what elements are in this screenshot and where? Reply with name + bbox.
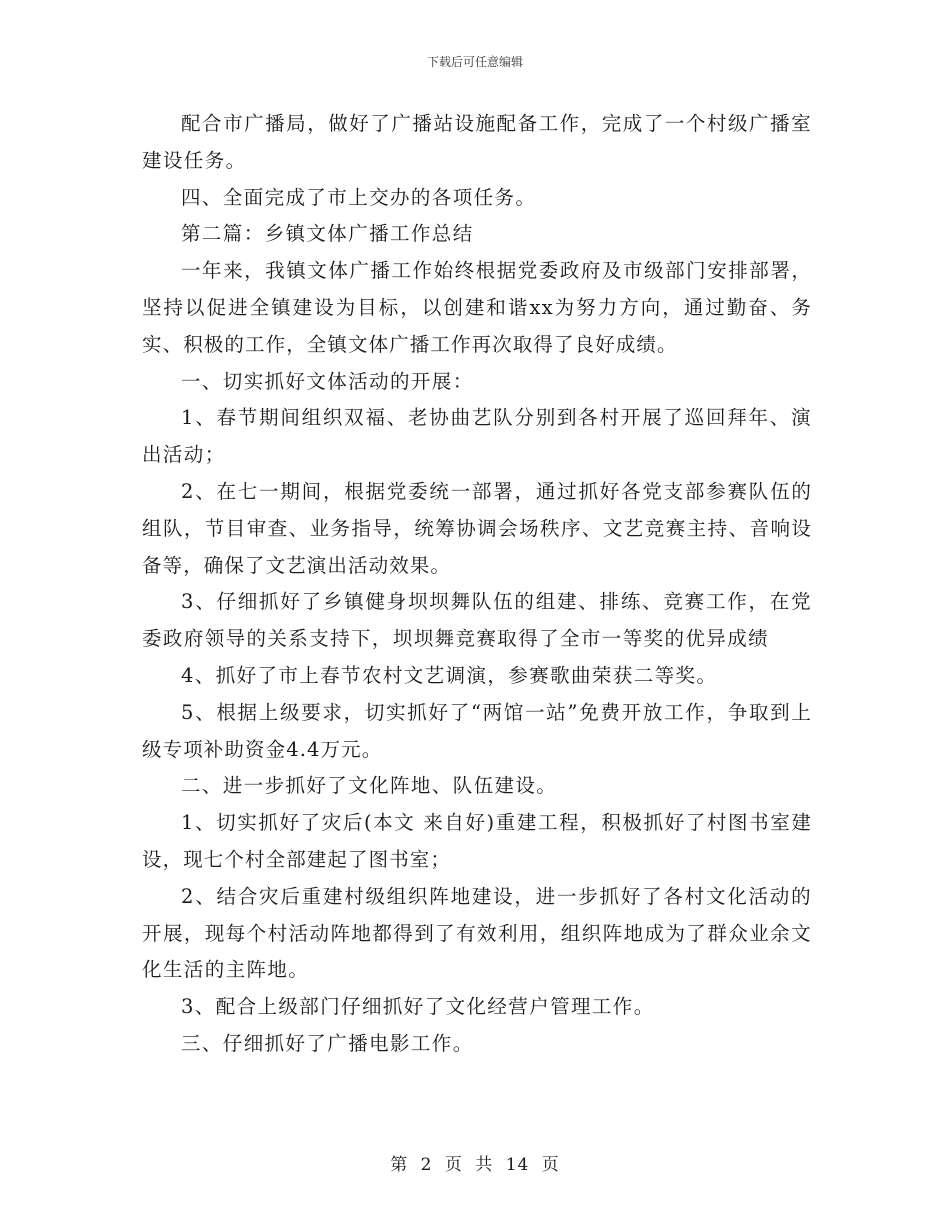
list-item: 1、切实抓好了灾后(本文 来自好)重建工程，积极抓好了村图书室建设，现七个村全部建起了图书室；: [142, 811, 812, 871]
list-item: 1、春节期间组织双福、老协曲艺队分别到各村开展了巡回拜年、演出活动；: [142, 406, 812, 467]
chapter-title: 第二篇：乡镇文体广播工作总结: [181, 222, 474, 246]
paragraph: 一年来，我镇文体广播工作始终根据党委政府及市级部门安排部署，坚持以促进全镇建设为目标，以创建和谐xx为努力方向，通过勤奋、务实、积极的工作，全镇文体广播工作再次取得了良好成绩。: [142, 259, 812, 356]
list-item: 3、仔细抓好了乡镇健身坝坝舞队伍的组建、排练、竞赛工作，在党委政府领导的关系支持下，坝坝舞竞赛取得了全市一等奖的优异成绩: [142, 590, 812, 651]
document-body: [142, 106, 812, 1063]
list-item: 2、结合灾后重建村级组织阵地建设，进一步抓好了各村文化活动的开展，现每个村活动阵地都得到了有效利用，组织阵地成为了群众业余文化生活的主阵地。: [142, 884, 812, 982]
section-heading: 四、全面完成了市上交办的各项任务。: [181, 185, 537, 209]
list-item: 4、抓好了市上春节农村文艺调演，参赛歌曲荣获二等奖。: [181, 663, 718, 687]
list-item: 2、在七一期间，根据党委统一部署，通过抓好各党支部参赛队伍的组队，节目审查、业务指导，统筹协调会场秩序、文艺竞赛主持、音响设备等，确保了文艺演出活动效果。: [142, 479, 812, 577]
section-heading: 二、进一步抓好了文化阵地、队伍建设。: [181, 774, 558, 798]
page-header: 下载后可任意编辑: [426, 55, 523, 69]
list-item: 3、配合上级部门仔细抓好了文化经营户管理工作。: [181, 995, 655, 1019]
section-heading: 一、切实抓好文体活动的开展：: [181, 369, 474, 393]
section-heading: 三、仔细抓好了广播电影工作。: [181, 1031, 474, 1055]
page-number: 第 2 页 共 14 页: [390, 1155, 560, 1175]
paragraph: 配合市广播局，做好了广播站设施配备工作，完成了一个村级广播室建设任务。: [142, 112, 812, 172]
list-item: 5、根据上级要求，切实抓好了“两馆一站”免费开放工作，争取到上级专项补助资金4.4万元。: [142, 700, 812, 761]
